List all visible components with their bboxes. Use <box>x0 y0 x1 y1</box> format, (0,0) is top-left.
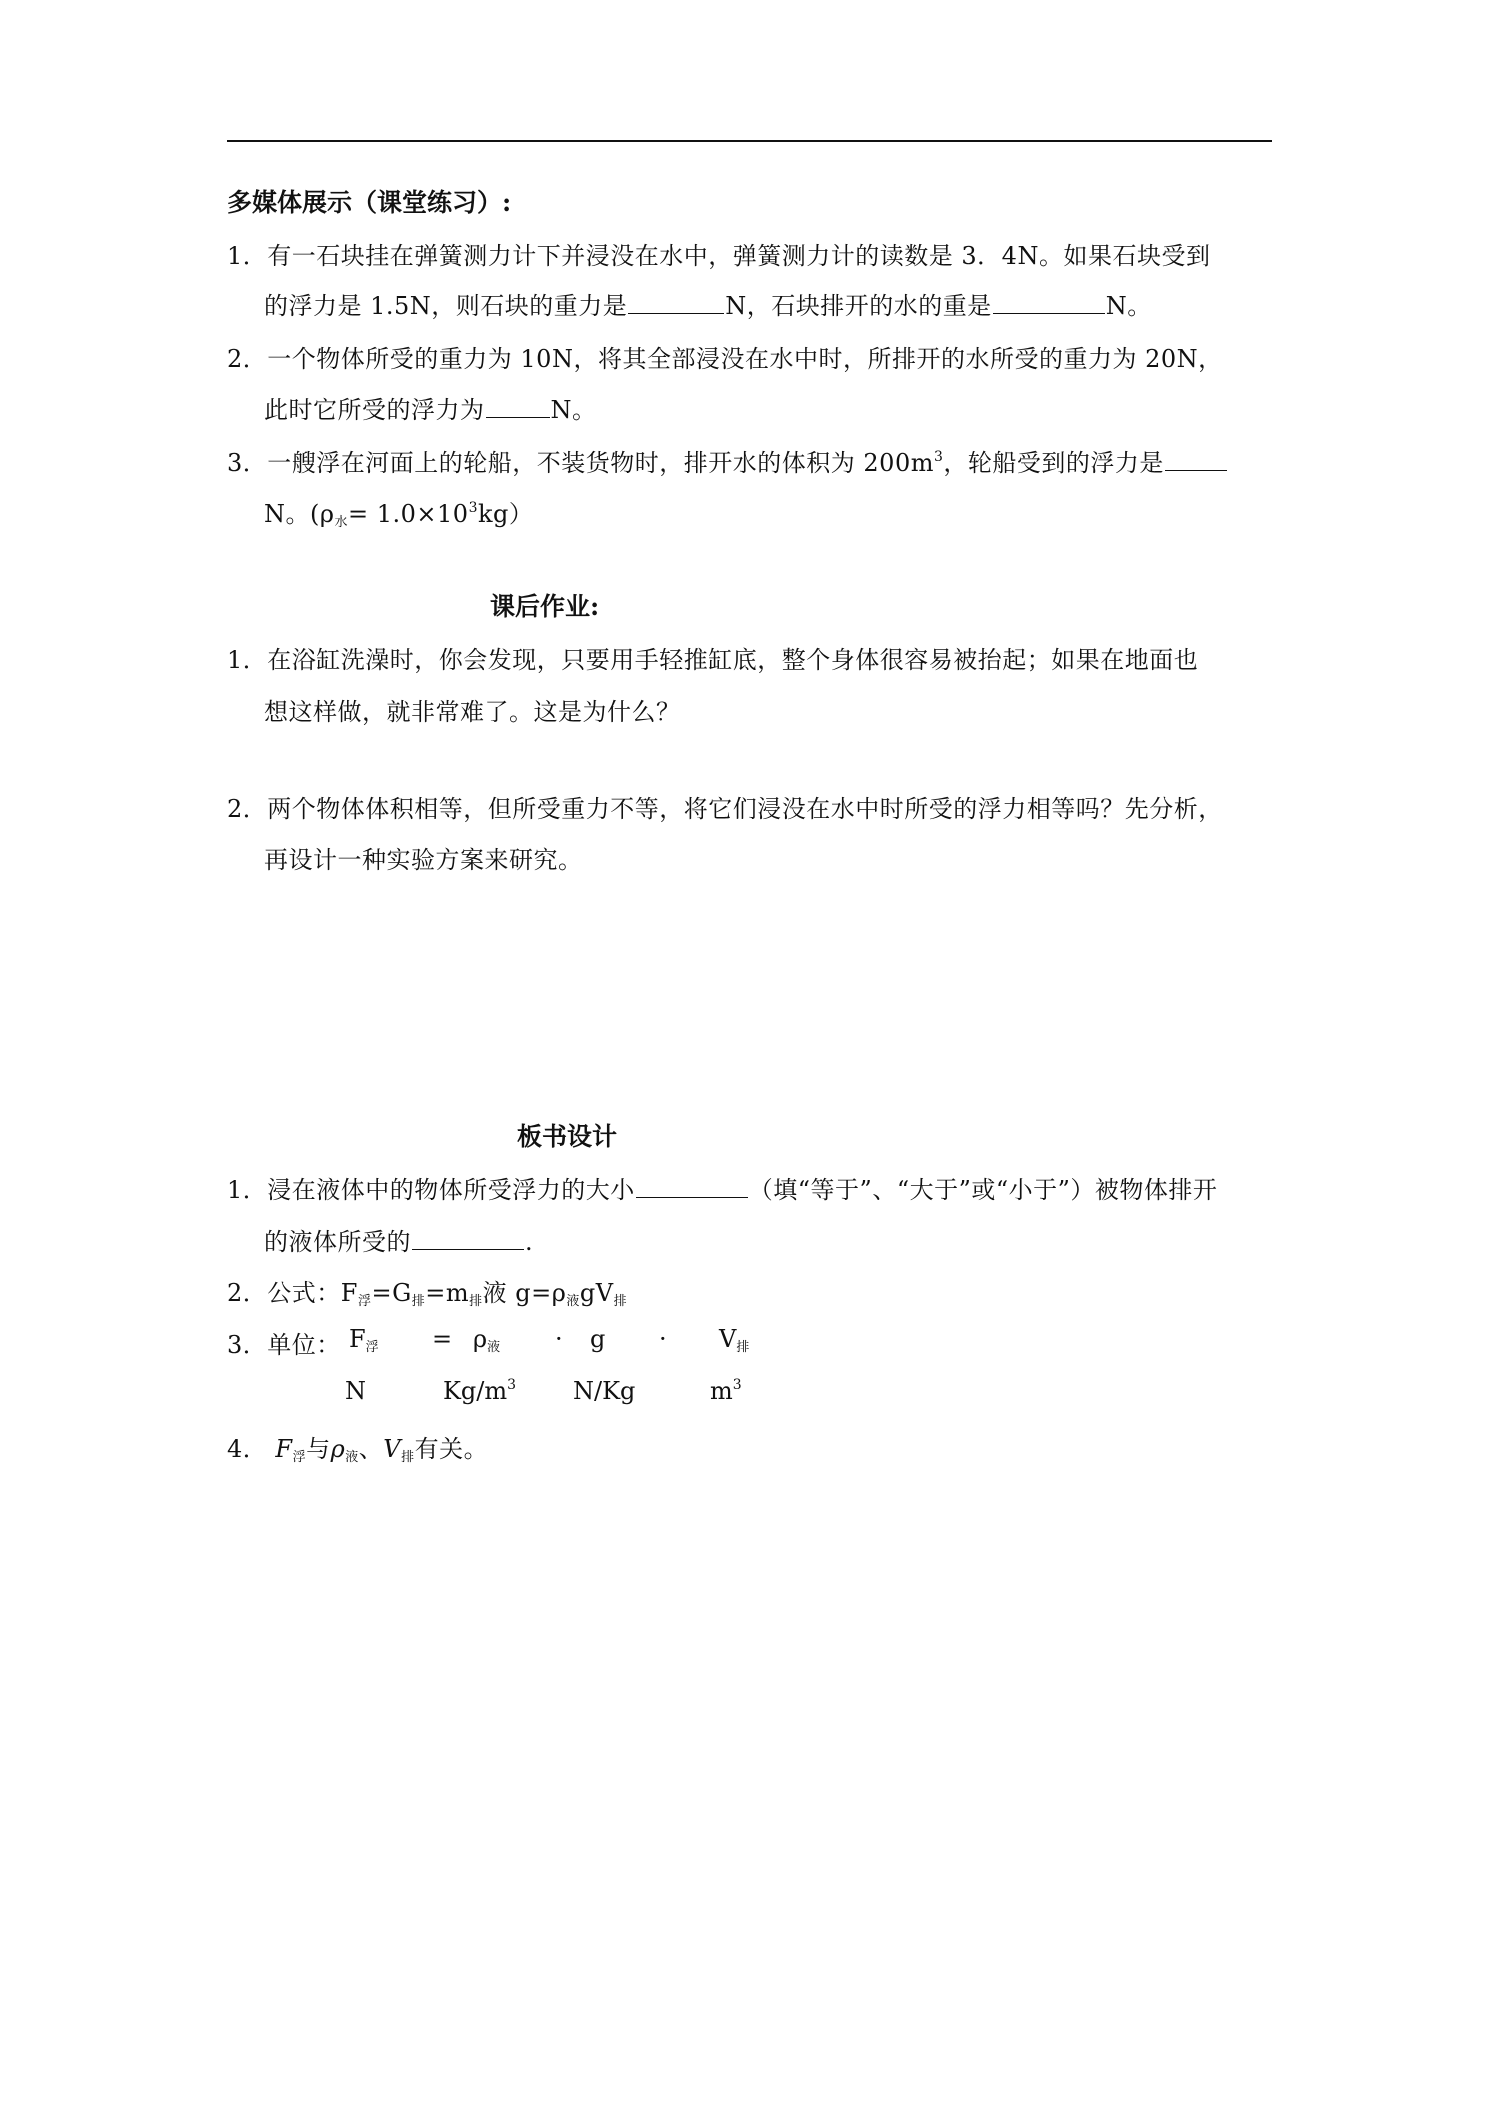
practice-item-2-text-a: 此时它所受的浮力为 <box>264 396 485 424</box>
subscript: 排 <box>613 1294 628 1309</box>
practice-item-2-text: 一个物体所受的重力为 10N，将其全部浸没在水中时，所排开的水所受的重力为 20N， <box>267 345 1223 373</box>
answer-blank[interactable] <box>412 1227 524 1250</box>
answer-blank[interactable] <box>993 291 1105 314</box>
practice-item-2-number: 2． <box>227 345 268 373</box>
unit-text: m <box>710 1377 733 1405</box>
subscript: 排 <box>411 1294 426 1309</box>
board-item-3-label <box>227 1325 341 1360</box>
board-item-1-text-a: 浸在液体中的物体所受浮力的大小 <box>267 1176 635 1204</box>
board-item-1-line-2 <box>264 1222 533 1257</box>
answer-blank[interactable] <box>636 1175 748 1198</box>
board-item-4 <box>227 1429 488 1465</box>
practice-item-2-line-1 <box>227 339 1223 374</box>
superscript: 3 <box>468 500 478 516</box>
homework-item-1-text: 在浴缸洗澡时，你会发现，只要用手轻推缸底，整个身体很容易被抬起；如果在地面也 <box>267 646 1199 674</box>
homework-item-2-line-1 <box>227 789 1223 824</box>
board-item-3-number: 3． <box>227 1331 268 1359</box>
superscript: 3 <box>933 449 944 465</box>
practice-item-3-number: 3． <box>227 449 268 477</box>
unit-symbol-g: g <box>590 1325 606 1353</box>
subscript: 水 <box>334 515 348 530</box>
practice-item-3-text-a: 一艘浮在河面上的轮船，不装货物时，排开水的体积为 200m <box>267 449 934 477</box>
answer-blank[interactable] <box>1165 448 1227 471</box>
subscript: 排 <box>469 1294 483 1309</box>
practice-item-3-text-e: kg） <box>477 500 534 528</box>
unit-symbol-v <box>719 1325 749 1355</box>
board-item-1-number: 1． <box>227 1176 268 1204</box>
practice-item-1-text-b: N，石块排开的水的重是 <box>725 292 992 320</box>
symbol: F <box>349 1325 366 1353</box>
symbol: ρ <box>473 1325 488 1353</box>
subscript: 浮 <box>365 1340 379 1355</box>
practice-item-3-line-1 <box>227 443 1228 478</box>
board-design-heading: 板书设计 <box>517 1122 618 1151</box>
formula-part: 液 g=ρ <box>482 1279 567 1307</box>
practice-item-3-text-d: = 1.0×10 <box>348 500 469 528</box>
practice-item-2-text-b: N。 <box>550 396 597 424</box>
board-item-1-text-c: 的液体所受的 <box>264 1228 411 1256</box>
homework-item-2-text: 两个物体体积相等，但所受重力不等，将它们浸没在水中时所受的浮力相等吗？先分析， <box>267 795 1223 823</box>
practice-item-1-line-1 <box>227 236 1210 271</box>
board-item-2-number: 2． <box>227 1279 268 1307</box>
homework-item-1-line-1 <box>227 640 1198 675</box>
homework-item-1-number: 1． <box>227 646 268 674</box>
unit-cubic-meter <box>710 1377 742 1405</box>
superscript: 3 <box>507 1377 517 1393</box>
subscript: 排 <box>736 1340 750 1355</box>
unit-symbol-rho <box>473 1325 500 1355</box>
practice-item-1-text-a: 的浮力是 1.5N，则石块的重力是 <box>264 292 628 320</box>
board-item-3-label-text: 单位： <box>267 1331 341 1359</box>
subscript: 液 <box>566 1294 580 1309</box>
subscript: 液 <box>487 1340 501 1355</box>
subscript: 液 <box>345 1450 359 1465</box>
practice-item-1-line-2 <box>264 286 1152 321</box>
symbol: V <box>719 1325 737 1353</box>
unit-density <box>443 1377 516 1405</box>
header-rule <box>227 140 1272 142</box>
text: 与 <box>306 1435 331 1463</box>
practice-item-3-line-2 <box>264 494 533 530</box>
symbol: ρ <box>330 1435 346 1463</box>
text: 、 <box>358 1435 384 1463</box>
practice-item-3-text-b: ，轮船受到的浮力是 <box>943 449 1164 477</box>
practice-item-1-text-c: N。 <box>1105 292 1152 320</box>
board-item-1-text-d: . <box>525 1228 534 1256</box>
symbol: F <box>275 1435 293 1463</box>
homework-item-2-line-2: 再设计一种实验方案来研究。 <box>264 846 583 874</box>
homework-item-2-number: 2． <box>227 795 268 823</box>
classroom-practice-heading: 多媒体展示（课堂练习）: <box>227 188 512 217</box>
unit-symbol-f <box>349 1325 379 1355</box>
superscript: 3 <box>732 1377 742 1393</box>
answer-blank[interactable] <box>628 291 724 314</box>
unit-newton-per-kg: N/Kg <box>573 1377 636 1405</box>
practice-item-2-line-2 <box>264 390 597 425</box>
formula-part: 公式：F <box>267 1279 358 1307</box>
unit-dot: · <box>555 1325 563 1353</box>
homework-item-1-line-2: 想这样做，就非常难了。这是为什么？ <box>264 698 681 726</box>
text: 有关。 <box>414 1435 489 1463</box>
practice-item-3-text-c: N。(ρ <box>264 500 335 528</box>
subscript: 排 <box>401 1450 415 1465</box>
formula-part: =m <box>425 1279 470 1307</box>
board-item-2-formula <box>227 1273 627 1309</box>
unit-newton: N <box>345 1377 366 1405</box>
board-item-1-text-b: （填“等于”、“大于”或“小于”）被物体排开 <box>748 1176 1218 1204</box>
formula-part: =G <box>371 1279 412 1307</box>
board-item-1-line-1 <box>227 1170 1217 1205</box>
unit-text: Kg/m <box>443 1377 508 1405</box>
homework-heading: 课后作业: <box>490 592 600 621</box>
symbol: V <box>383 1435 402 1463</box>
answer-blank[interactable] <box>486 395 550 418</box>
board-item-4-number: 4． <box>227 1435 268 1463</box>
formula-part: gV <box>579 1279 614 1307</box>
practice-item-1-number: 1． <box>227 242 268 270</box>
practice-item-1-text: 有一石块挂在弹簧测力计下并浸没在水中，弹簧测力计的读数是 3．4N。如果石块受到 <box>267 242 1211 270</box>
subscript: 浮 <box>357 1294 372 1309</box>
unit-equals: = <box>432 1325 453 1353</box>
unit-dot: · <box>659 1325 667 1353</box>
subscript: 浮 <box>292 1450 307 1465</box>
